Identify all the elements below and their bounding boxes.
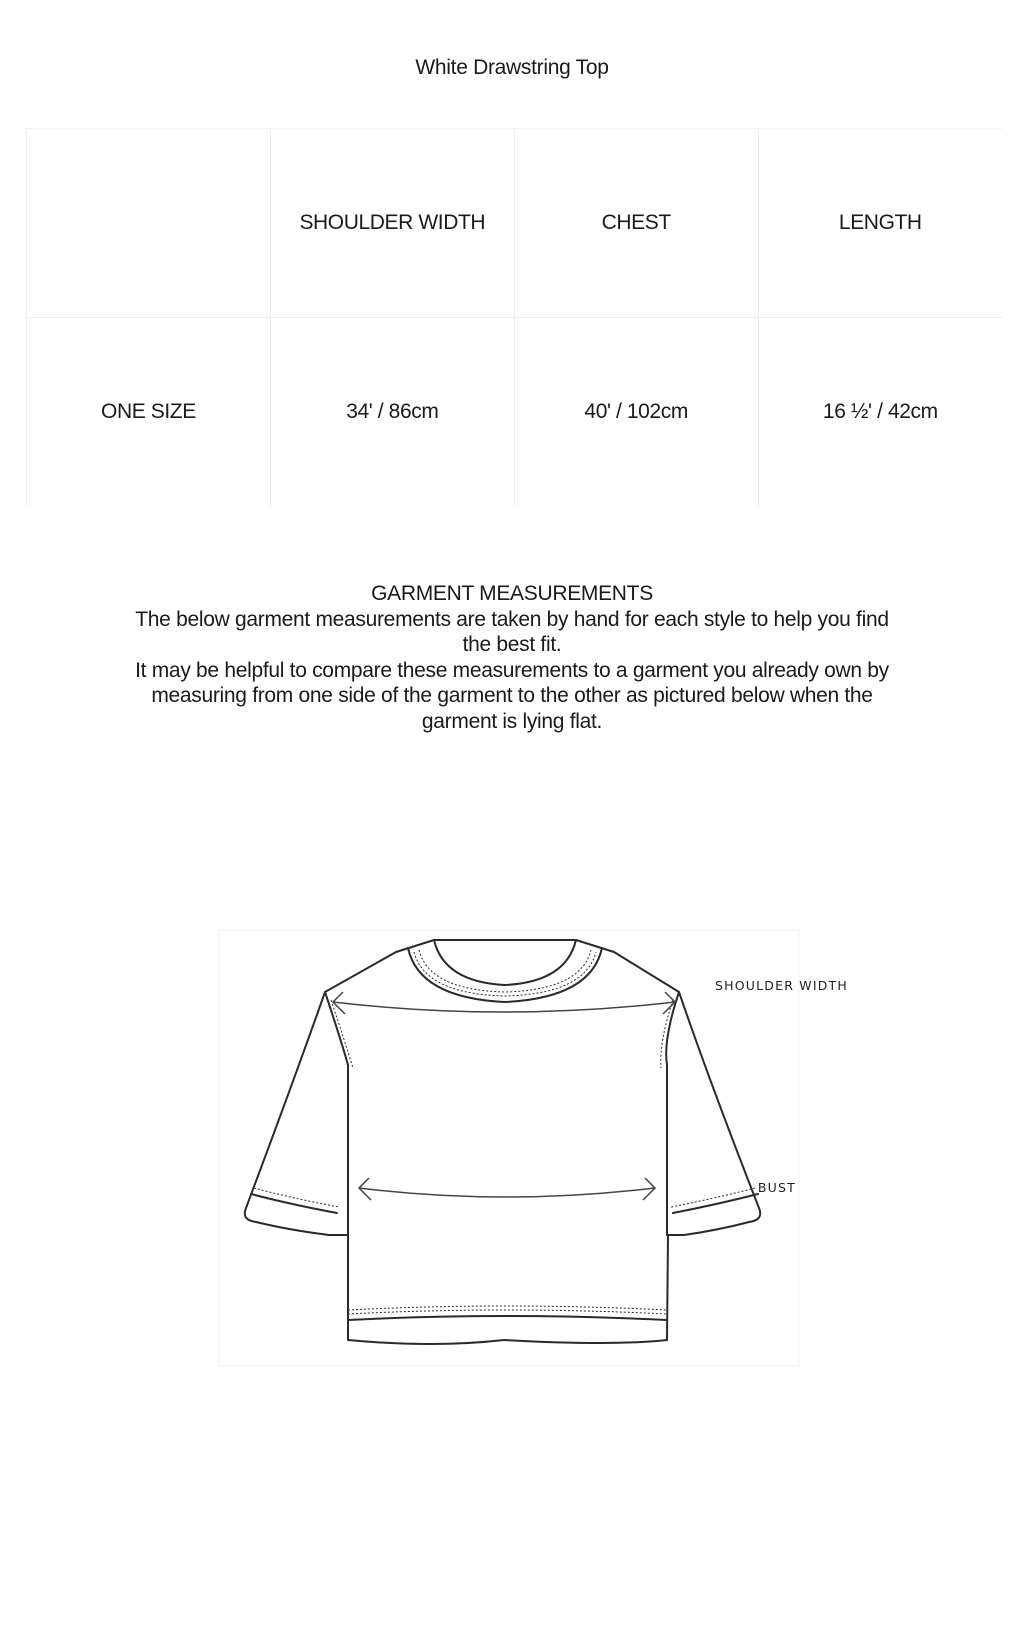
size-table-header-row bbox=[27, 129, 1003, 318]
header-size-cell bbox=[27, 129, 271, 318]
length-value: 16 ½' / 42cm bbox=[758, 318, 1002, 507]
shoulder-width-value: 34' / 86cm bbox=[270, 318, 514, 507]
tshirt-illustration bbox=[219, 930, 848, 1366]
header-length: LENGTH bbox=[758, 129, 1002, 318]
size-chart-table bbox=[26, 128, 1002, 506]
product-title: White Drawstring Top bbox=[415, 56, 609, 79]
bust-label: BUST bbox=[757, 1180, 796, 1195]
measurements-instructions: It may be helpful to compare these measurements to a garment you already own by measuring from one side of the garment to the other as pictured below when the garment is lying flat. bbox=[135, 658, 889, 733]
garment-measurements-section bbox=[130, 581, 894, 734]
shoulder-width-label: SHOULDER WIDTH bbox=[715, 978, 848, 993]
size-table-row bbox=[27, 318, 1003, 507]
header-chest: CHEST bbox=[514, 129, 758, 318]
garment-diagram bbox=[219, 930, 848, 1366]
measurements-intro: The below garment measurements are taken by hand for each style to help you find the best fit. bbox=[135, 607, 889, 656]
header-shoulder-width: SHOULDER WIDTH bbox=[270, 129, 514, 318]
measurements-heading: GARMENT MEASUREMENTS bbox=[371, 582, 653, 605]
size-label: ONE SIZE bbox=[27, 318, 271, 507]
chest-value: 40' / 102cm bbox=[514, 318, 758, 507]
